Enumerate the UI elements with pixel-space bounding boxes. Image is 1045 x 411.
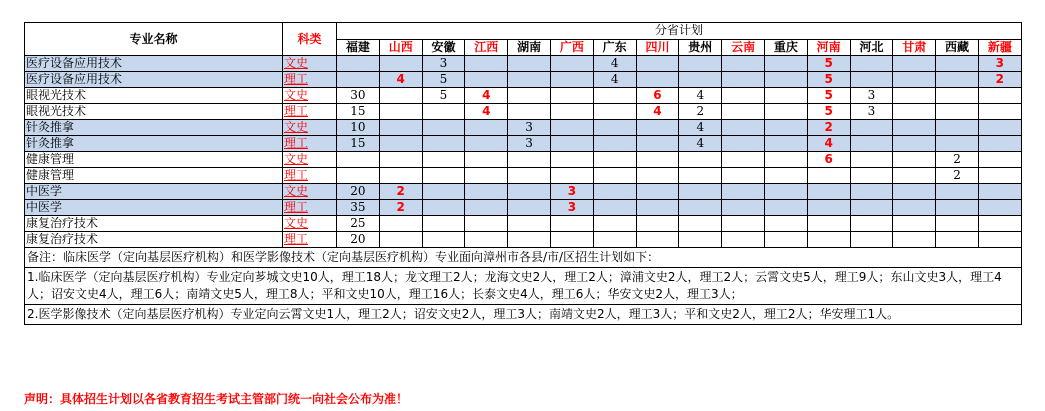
table-row[interactable] (25, 200, 1022, 216)
quota-cell[interactable] (722, 152, 765, 168)
quota-cell[interactable] (422, 120, 465, 136)
quota-cell[interactable] (722, 216, 765, 232)
province-header: 河北 (850, 39, 893, 56)
province-header: 新疆 (978, 39, 1021, 56)
quota-cell[interactable] (379, 152, 422, 168)
quota-cell[interactable] (337, 72, 380, 88)
table-row[interactable] (25, 168, 1022, 184)
quota-cell[interactable] (893, 152, 936, 168)
quota-cell[interactable]: 6 (807, 152, 850, 168)
province-header: 河南 (807, 39, 850, 56)
quota-cell[interactable] (422, 152, 465, 168)
quota-cell[interactable] (764, 232, 807, 248)
quota-cell[interactable] (764, 152, 807, 168)
quota-cell[interactable] (850, 136, 893, 152)
quota-cell[interactable] (593, 200, 636, 216)
quota-cell[interactable] (722, 136, 765, 152)
quota-cell[interactable] (850, 216, 893, 232)
quota-cell[interactable] (936, 120, 979, 136)
quota-cell[interactable]: 4 (465, 88, 508, 104)
quota-cell[interactable]: 10 (337, 120, 380, 136)
province-header: 西藏 (936, 39, 979, 56)
quota-cell[interactable] (465, 56, 508, 72)
quota-cell[interactable] (850, 168, 893, 184)
notes-section (25, 248, 1022, 325)
quota-cell[interactable] (722, 88, 765, 104)
quota-cell[interactable] (978, 200, 1021, 216)
quota-cell[interactable] (636, 136, 679, 152)
quota-cell[interactable] (550, 152, 593, 168)
quota-cell[interactable] (679, 232, 722, 248)
major-name-cell[interactable]: 眼视光技术 (25, 88, 283, 104)
province-header: 贵州 (679, 39, 722, 56)
quota-cell[interactable] (850, 184, 893, 200)
quota-cell[interactable] (807, 216, 850, 232)
quota-cell[interactable]: 2 (379, 184, 422, 200)
quota-cell[interactable] (764, 168, 807, 184)
declaration-text: 声明：具体招生计划以各省教育招生考试主管部门统一向社会公布为准！ (24, 392, 409, 406)
quota-cell[interactable] (636, 216, 679, 232)
table-body (25, 56, 1022, 248)
quota-cell[interactable] (764, 120, 807, 136)
quota-cell[interactable]: 3 (550, 184, 593, 200)
quota-cell[interactable]: 2 (936, 152, 979, 168)
quota-cell[interactable] (893, 104, 936, 120)
quota-cell[interactable] (978, 104, 1021, 120)
quota-cell[interactable] (593, 168, 636, 184)
quota-cell[interactable] (337, 168, 380, 184)
quota-cell[interactable] (936, 88, 979, 104)
major-name-cell[interactable]: 针灸推拿 (25, 136, 283, 152)
quota-cell[interactable] (550, 104, 593, 120)
quota-cell[interactable]: 15 (337, 136, 380, 152)
quota-cell[interactable] (337, 152, 380, 168)
table-row[interactable] (25, 216, 1022, 232)
quota-cell[interactable] (550, 136, 593, 152)
quota-cell[interactable] (764, 104, 807, 120)
quota-cell[interactable] (722, 56, 765, 72)
quota-cell[interactable]: 4 (593, 72, 636, 88)
quota-cell[interactable]: 5 (807, 72, 850, 88)
subject-type-cell[interactable]: 理工 (283, 168, 337, 184)
quota-cell[interactable] (893, 56, 936, 72)
note-row-intro (25, 248, 1022, 268)
subject-type-cell[interactable]: 文史 (283, 216, 337, 232)
quota-cell[interactable] (850, 56, 893, 72)
province-header: 山西 (379, 39, 422, 56)
note-item-2: 2.医学影像技术（定向基层医疗机构）专业定向云霄文史1人，理工2人；诏安文史2人，理工3人；南靖文史2人，理工3人；平和文史2人，理工2人；华安理工1人。 (25, 305, 1022, 325)
quota-cell[interactable] (978, 232, 1021, 248)
major-column-header: 专业名称 (25, 23, 283, 56)
quota-cell[interactable] (936, 104, 979, 120)
quota-cell[interactable] (636, 200, 679, 216)
quota-cell[interactable]: 2 (936, 168, 979, 184)
quota-cell[interactable] (465, 120, 508, 136)
quota-cell[interactable] (807, 232, 850, 248)
quota-cell[interactable] (379, 56, 422, 72)
quota-cell[interactable] (593, 120, 636, 136)
quota-cell[interactable]: 3 (422, 56, 465, 72)
quota-cell[interactable]: 25 (337, 216, 380, 232)
table-row[interactable] (25, 56, 1022, 72)
quota-cell[interactable] (978, 136, 1021, 152)
quota-cell[interactable] (508, 152, 551, 168)
quota-cell[interactable] (893, 200, 936, 216)
quota-cell[interactable] (550, 168, 593, 184)
quota-cell[interactable]: 3 (508, 120, 551, 136)
quota-cell[interactable] (422, 232, 465, 248)
quota-cell[interactable]: 5 (807, 104, 850, 120)
quota-cell[interactable] (593, 136, 636, 152)
quota-cell[interactable] (679, 56, 722, 72)
quota-cell[interactable] (764, 184, 807, 200)
subject-type-cell[interactable]: 文史 (283, 120, 337, 136)
table-row[interactable] (25, 184, 1022, 200)
subject-type-cell[interactable]: 理工 (283, 200, 337, 216)
table-row[interactable] (25, 104, 1022, 120)
quota-cell[interactable] (850, 120, 893, 136)
province-header: 安徽 (422, 39, 465, 56)
quota-cell[interactable] (679, 200, 722, 216)
quota-cell[interactable]: 4 (679, 120, 722, 136)
subject-type-cell[interactable]: 文史 (283, 152, 337, 168)
quota-cell[interactable]: 6 (636, 88, 679, 104)
table-row[interactable] (25, 72, 1022, 88)
quota-cell[interactable]: 2 (379, 200, 422, 216)
quota-cell[interactable] (679, 152, 722, 168)
quota-cell[interactable] (550, 88, 593, 104)
quota-cell[interactable] (508, 168, 551, 184)
province-header: 广东 (593, 39, 636, 56)
quota-cell[interactable] (978, 88, 1021, 104)
quota-cell[interactable] (379, 232, 422, 248)
quota-cell[interactable]: 20 (337, 232, 380, 248)
major-name-cell[interactable]: 医疗设备应用技术 (25, 72, 283, 88)
quota-cell[interactable] (422, 136, 465, 152)
quota-cell[interactable] (379, 136, 422, 152)
quota-cell[interactable] (850, 232, 893, 248)
subject-type-cell[interactable]: 文史 (283, 56, 337, 72)
plan-group-header: 分省计划 (337, 23, 1022, 40)
quota-cell[interactable] (465, 168, 508, 184)
quota-cell[interactable] (508, 216, 551, 232)
quota-cell[interactable] (508, 184, 551, 200)
quota-cell[interactable] (893, 88, 936, 104)
province-header: 四川 (636, 39, 679, 56)
quota-cell[interactable]: 4 (807, 136, 850, 152)
quota-cell[interactable] (508, 232, 551, 248)
quota-cell[interactable] (550, 56, 593, 72)
note-intro: 备注：临床医学（定向基层医疗机构）和医学影像技术（定向基层医疗机构）专业面向漳州市各县/市/区招生计划如下： (25, 248, 1022, 268)
quota-cell[interactable] (936, 72, 979, 88)
subject-type-cell[interactable]: 理工 (283, 232, 337, 248)
quota-cell[interactable]: 3 (550, 200, 593, 216)
quota-cell[interactable] (593, 216, 636, 232)
quota-cell[interactable]: 4 (465, 104, 508, 120)
quota-cell[interactable] (636, 232, 679, 248)
province-header: 甘肃 (893, 39, 936, 56)
quota-cell[interactable]: 30 (337, 88, 380, 104)
table-row[interactable] (25, 232, 1022, 248)
quota-cell[interactable] (850, 152, 893, 168)
quota-cell[interactable] (593, 152, 636, 168)
major-name-cell[interactable]: 健康管理 (25, 168, 283, 184)
quota-cell[interactable] (593, 232, 636, 248)
quota-cell[interactable] (893, 184, 936, 200)
enrollment-plan-table (24, 22, 1022, 325)
quota-cell[interactable] (936, 184, 979, 200)
quota-cell[interactable] (893, 216, 936, 232)
quota-cell[interactable] (978, 184, 1021, 200)
quota-cell[interactable] (465, 200, 508, 216)
subject-type-cell[interactable]: 文史 (283, 184, 337, 200)
quota-cell[interactable]: 3 (508, 136, 551, 152)
province-header: 湖南 (508, 39, 551, 56)
quota-cell[interactable]: 20 (337, 184, 380, 200)
major-name-cell[interactable]: 针灸推拿 (25, 120, 283, 136)
table-row[interactable] (25, 136, 1022, 152)
quota-cell[interactable] (722, 184, 765, 200)
quota-cell[interactable] (978, 152, 1021, 168)
province-header: 福建 (337, 39, 380, 56)
subject-type-cell[interactable]: 理工 (283, 104, 337, 120)
quota-cell[interactable] (764, 200, 807, 216)
quota-cell[interactable] (550, 120, 593, 136)
quota-cell[interactable] (722, 200, 765, 216)
note-row-item2 (25, 305, 1022, 325)
quota-cell[interactable]: 3 (850, 104, 893, 120)
major-name-cell[interactable]: 康复治疗技术 (25, 232, 283, 248)
quota-cell[interactable] (893, 72, 936, 88)
quota-cell[interactable] (764, 136, 807, 152)
quota-cell[interactable] (722, 232, 765, 248)
quota-cell[interactable]: 5 (807, 88, 850, 104)
quota-cell[interactable] (807, 168, 850, 184)
quota-cell[interactable] (593, 104, 636, 120)
major-name-cell[interactable]: 健康管理 (25, 152, 283, 168)
quota-cell[interactable]: 2 (679, 104, 722, 120)
quota-cell[interactable] (550, 72, 593, 88)
quota-cell[interactable] (465, 136, 508, 152)
quota-cell[interactable] (722, 104, 765, 120)
quota-cell[interactable] (337, 56, 380, 72)
quota-cell[interactable] (850, 200, 893, 216)
major-name-cell[interactable]: 康复治疗技术 (25, 216, 283, 232)
quota-cell[interactable] (807, 200, 850, 216)
quota-cell[interactable] (636, 72, 679, 88)
quota-cell[interactable]: 3 (978, 56, 1021, 72)
quota-cell[interactable] (936, 200, 979, 216)
quota-cell[interactable] (508, 56, 551, 72)
quota-cell[interactable] (593, 184, 636, 200)
quota-cell[interactable] (679, 168, 722, 184)
quota-cell[interactable] (422, 216, 465, 232)
quota-cell[interactable]: 2 (978, 72, 1021, 88)
subject-type-cell[interactable]: 文史 (283, 88, 337, 104)
table-row[interactable] (25, 120, 1022, 136)
header-row-top (25, 23, 1022, 40)
table-row[interactable] (25, 152, 1022, 168)
quota-cell[interactable] (636, 120, 679, 136)
subject-type-cell[interactable]: 理工 (283, 72, 337, 88)
quota-cell[interactable] (465, 72, 508, 88)
quota-cell[interactable] (422, 104, 465, 120)
province-header: 云南 (722, 39, 765, 56)
province-header: 广西 (550, 39, 593, 56)
enrollment-plan-sheet (24, 22, 1021, 325)
note-item-1: 1.临床医学（定向基层医疗机构）专业定向芗城文史10人，理工18人；龙文理工2人；龙海文史2人，理工2人；漳浦文史2人，理工2人；云霄文史5人，理工9人；东山文史3人，理工4人；诏安文史4人，理工6人；南靖文史5人，理工8人；平和文史10人，理工16人；长泰文史4人，理工6人；华安文史2人，理工3人； (25, 268, 1022, 305)
quota-cell[interactable] (379, 120, 422, 136)
quota-cell[interactable]: 4 (679, 88, 722, 104)
quota-cell[interactable] (764, 88, 807, 104)
major-name-cell[interactable]: 医疗设备应用技术 (25, 56, 283, 72)
quota-cell[interactable] (850, 72, 893, 88)
quota-cell[interactable] (722, 120, 765, 136)
quota-cell[interactable] (722, 72, 765, 88)
major-name-cell[interactable]: 眼视光技术 (25, 104, 283, 120)
quota-cell[interactable] (978, 168, 1021, 184)
quota-cell[interactable] (764, 72, 807, 88)
province-header: 江西 (465, 39, 508, 56)
quota-cell[interactable] (593, 88, 636, 104)
quota-cell[interactable] (422, 184, 465, 200)
quota-cell[interactable] (550, 232, 593, 248)
type-column-header: 科类 (283, 23, 337, 56)
quota-cell[interactable] (465, 216, 508, 232)
quota-cell[interactable] (893, 168, 936, 184)
quota-cell[interactable] (936, 136, 979, 152)
quota-cell[interactable] (679, 216, 722, 232)
quota-cell[interactable] (936, 232, 979, 248)
quota-cell[interactable] (379, 88, 422, 104)
quota-cell[interactable]: 5 (807, 56, 850, 72)
quota-cell[interactable] (508, 200, 551, 216)
table-row[interactable] (25, 88, 1022, 104)
quota-cell[interactable] (422, 168, 465, 184)
quota-cell[interactable] (465, 184, 508, 200)
quota-cell[interactable] (379, 216, 422, 232)
quota-cell[interactable] (679, 184, 722, 200)
quota-cell[interactable]: 4 (379, 72, 422, 88)
quota-cell[interactable] (893, 120, 936, 136)
quota-cell[interactable] (379, 168, 422, 184)
quota-cell[interactable] (893, 136, 936, 152)
quota-cell[interactable] (893, 232, 936, 248)
quota-cell[interactable] (936, 216, 979, 232)
quota-cell[interactable] (679, 72, 722, 88)
quota-cell[interactable]: 15 (337, 104, 380, 120)
quota-cell[interactable] (936, 56, 979, 72)
quota-cell[interactable]: 5 (422, 88, 465, 104)
quota-cell[interactable] (764, 56, 807, 72)
quota-cell[interactable] (379, 104, 422, 120)
quota-cell[interactable]: 4 (636, 104, 679, 120)
quota-cell[interactable] (465, 152, 508, 168)
quota-cell[interactable] (807, 184, 850, 200)
quota-cell[interactable] (636, 56, 679, 72)
quota-cell[interactable] (508, 72, 551, 88)
quota-cell[interactable] (508, 104, 551, 120)
quota-cell[interactable] (508, 88, 551, 104)
quota-cell[interactable] (978, 216, 1021, 232)
quota-cell[interactable]: 2 (807, 120, 850, 136)
quota-cell[interactable] (636, 168, 679, 184)
quota-cell[interactable] (764, 216, 807, 232)
quota-cell[interactable] (422, 200, 465, 216)
major-name-cell[interactable]: 中医学 (25, 200, 283, 216)
quota-cell[interactable] (636, 184, 679, 200)
quota-cell[interactable] (465, 232, 508, 248)
quota-cell[interactable]: 4 (679, 136, 722, 152)
subject-type-cell[interactable]: 理工 (283, 136, 337, 152)
quota-cell[interactable]: 3 (850, 88, 893, 104)
quota-cell[interactable] (722, 168, 765, 184)
quota-cell[interactable]: 5 (422, 72, 465, 88)
quota-cell[interactable]: 35 (337, 200, 380, 216)
quota-cell[interactable]: 4 (593, 56, 636, 72)
quota-cell[interactable] (550, 216, 593, 232)
quota-cell[interactable] (636, 152, 679, 168)
major-name-cell[interactable]: 中医学 (25, 184, 283, 200)
province-header: 重庆 (764, 39, 807, 56)
note-row-item1 (25, 268, 1022, 305)
quota-cell[interactable] (978, 120, 1021, 136)
